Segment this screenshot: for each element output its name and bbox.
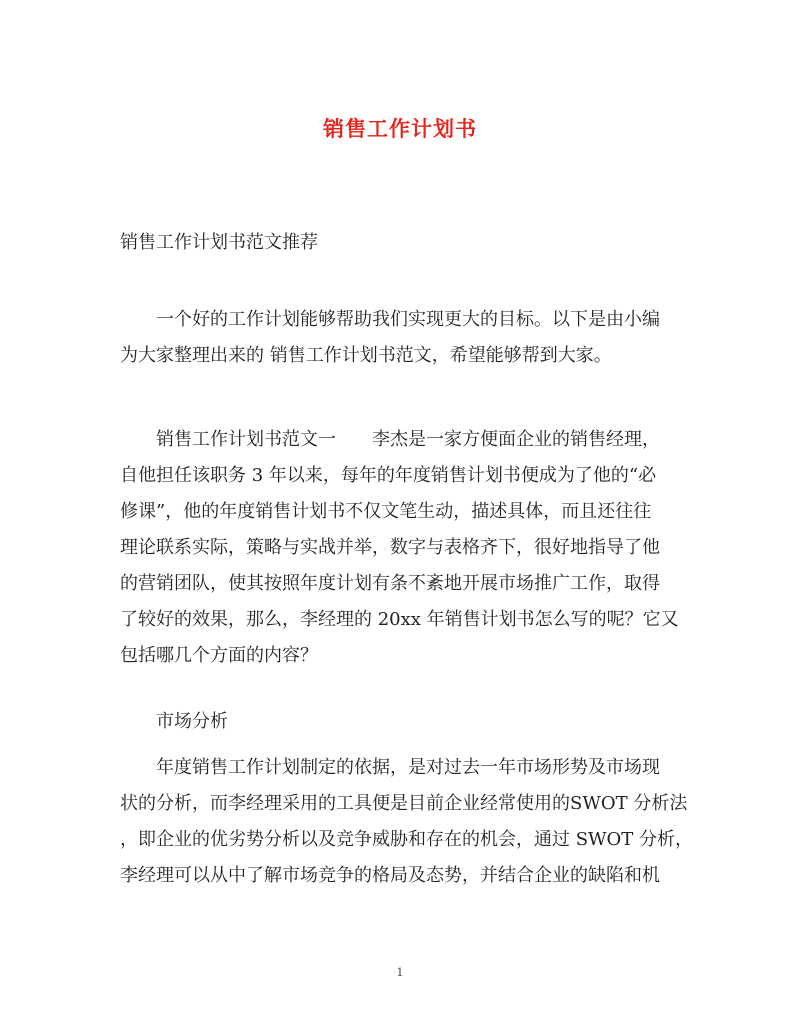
market-analysis-paragraph bbox=[120, 750, 694, 894]
paragraph-line: 了较好的效果，那么，李经理的 20xx 年销售计划书怎么写的呢？它又 bbox=[120, 609, 679, 630]
paragraph-line: 李经理可以从中了解市场竞争的格局及态势，并结合企业的缺陷和机 bbox=[120, 865, 660, 886]
paragraph-line: 的营销团队，使其按照年度计划有条不紊地开展市场推广工作，取得 bbox=[120, 573, 660, 594]
market-analysis-heading: 市场分析 bbox=[156, 711, 228, 732]
paragraph-line: 自他担任该职务 3 年以来，每年的年度销售计划书便成为了他的“必 bbox=[120, 465, 657, 486]
paragraph-line: ，即企业的优劣势分析以及竞争威胁和存在的机会，通过 SWOT 分析， bbox=[120, 829, 694, 850]
intro-paragraph bbox=[120, 302, 680, 374]
section1-first-line-text: 李杰是一家方便面企业的销售经理， bbox=[372, 429, 660, 450]
section1-heading: 销售工作计划书范文一 bbox=[156, 429, 336, 450]
paragraph-line: 修课”，他的年度销售计划书不仅文笔生动，描述具体，而且还往往 bbox=[120, 501, 652, 522]
paragraph-line: 为大家整理出来的 销售工作计划书范文，希望能够帮到大家。 bbox=[120, 345, 612, 366]
paragraph-line: 一个好的工作计划能够帮助我们实现更大的目标。以下是由小编 bbox=[156, 309, 660, 330]
document-subtitle: 销售工作计划书范文推荐 bbox=[120, 232, 318, 253]
paragraph-line: 包括哪几个方面的内容？ bbox=[120, 645, 318, 666]
document-title: 销售工作计划书 bbox=[323, 116, 477, 141]
section1-paragraph bbox=[120, 422, 680, 674]
paragraph-line: 状的分析，而李经理采用的工具便是目前企业经常使用的SWOT 分析法 bbox=[120, 793, 688, 814]
paragraph-line: 年度销售工作计划制定的依据，是对过去一年市场形势及市场现 bbox=[156, 757, 660, 778]
page-number: 1 bbox=[396, 966, 404, 979]
paragraph-line: 理论联系实际，策略与实战并举，数字与表格齐下，很好地指导了他 bbox=[120, 537, 660, 558]
section1-first-line bbox=[120, 422, 680, 458]
